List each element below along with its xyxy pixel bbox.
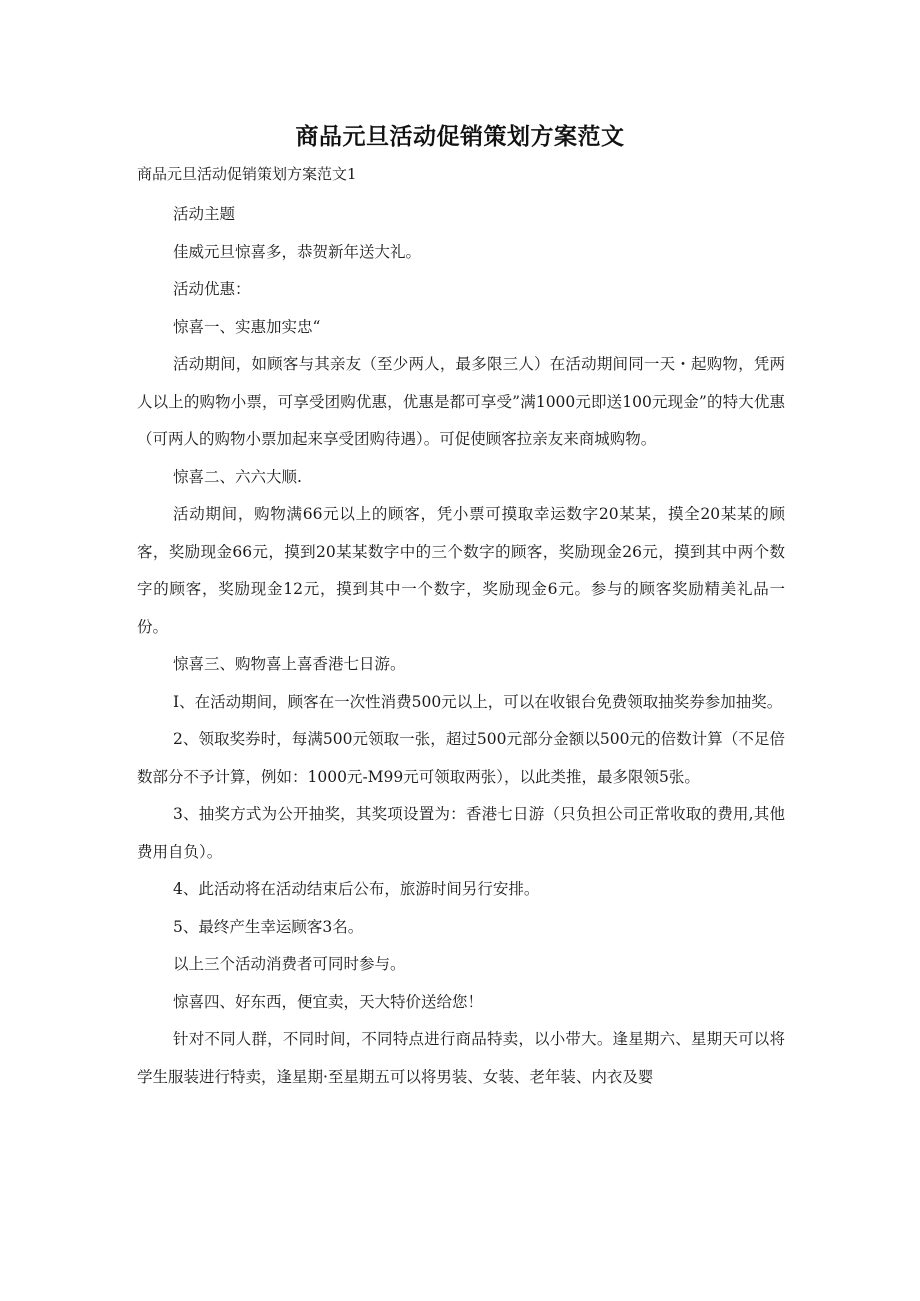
paragraph-activity-theme-heading: 活动主题 [173,205,236,223]
paragraph-surprise-four-body: 针对不同人群，不同时间，不同特点进行商品特卖，以小带大。逢星期六、星期天可以将学生服装进行特卖，逢星期·至星期五可以将男装、女装、老年装、内衣及婴 [137,1030,785,1086]
document-title: 商品元旦活动促销策划方案范文 [295,124,625,150]
paragraph-rule-4: 4、此活动将在活动结束后公布，旅游时间另行安排。 [173,880,540,898]
paragraph-rule-1: I、在活动期间，顾客在一次性消费500元以上，可以在收银台免费领取抽奖券参加抽奖。 [173,692,783,711]
paragraph-surprise-four-heading: 惊喜四、好东西，便宜卖，天大特价送给您！ [173,992,484,1011]
paragraph-surprise-one-heading: 惊喜一、实惠加实忠“ [173,317,321,336]
paragraph-rule-3: 3、抽奖方式为公开抽奖，其奖项设置为：香港七日游（只负担公司正常收取的费用,其他费用自负）。 [137,805,785,861]
paragraph-surprise-three-heading: 惊喜三、购物喜上喜香港七日游。 [173,655,406,673]
paragraph-participation-note: 以上三个活动消费者可同时参与。 [173,955,406,973]
paragraph-rule-2: 2、领取奖券时，每满500元领取一张，超过500元部分金额以500元的倍数计算（不足倍数部分不予计算，例如：1000元-M99元可领取两张），以此类推，最多限领5张。 [137,730,785,786]
document-body [137,196,785,1096]
paragraph-surprise-two-body: 活动期间，购物满66元以上的顾客，凭小票可摸取幸运数字20某某，摸全20某某的顾客，奖励现金66元，摸到20某某数字中的三个数字的顾客，奖励现金26元，摸到其中两个数字的顾客，奖励现金12元，摸到其中一个数字，奖励现金6元。参与的顾客奖励精美礼品一份。 [137,505,785,636]
paragraph-activity-offers-heading: 活动优惠： [173,280,251,298]
paragraph-activity-theme: 佳威元旦惊喜多，恭贺新年送大礼。 [173,242,422,261]
paragraph-surprise-one-body: 活动期间，如顾客与其亲友（至少两人，最多限三人）在活动期间同一天・起购物，凭两人以上的购物小票，可享受团购优惠，优惠是都可享受”满1000元即送100元现金”的特大优惠（可两人的购物小票加起来享受团购待遇）。可促使顾客拉亲友来商城购物。 [137,355,785,448]
document-subtitle: 商品元旦活动促销策划方案范文1 [137,165,357,183]
paragraph-surprise-two-heading: 惊喜二、六六大顺. [173,467,302,486]
paragraph-rule-5: 5、最终产生幸运顾客3名。 [173,917,364,936]
